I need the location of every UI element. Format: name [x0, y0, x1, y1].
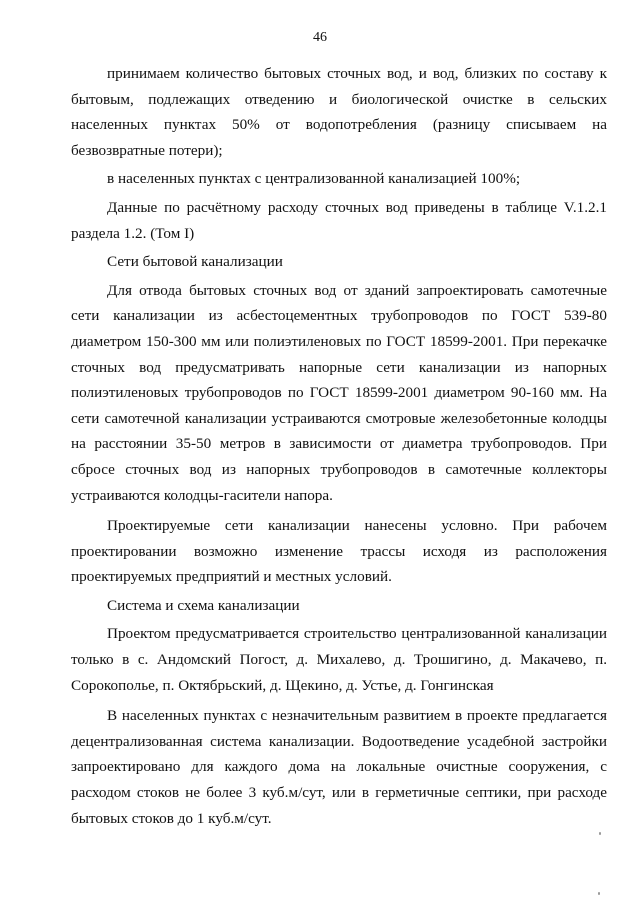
- paragraph-networks-conditional: Проектируемые сети канализации нанесены условно. При рабочем проектировании возможно изменение трассы исходя из расположения проектируемых предприятий и местных условий.: [71, 517, 607, 586]
- scan-speck: [598, 892, 600, 895]
- paragraph-wastewater-quantity: принимаем количество бытовых сточных вод, и вод, близких по составу к бытовым, подлежащих отведению и биологической очистке в сельских населенных пунктах 50% от водопотребления (разницу списываем на безвозвратные потери);: [71, 65, 607, 159]
- page-number: 46: [313, 30, 327, 45]
- paragraph-sewer-network-design: Для отвода бытовых сточных вод от зданий запроектировать самотечные сети канализации из асбестоцементных трубопроводов по ГОСТ 539-80 диаметром 150-300 мм или полиэтиленовых по ГОСТ 18599-2001. При перекачке сточных вод предусматривать напорные сети канализации из напорных полиэтиленовых трубопроводов по ГОСТ 18599-2001 диаметром 90-160 мм. На сети самотечной канализации устраиваются смотровые железобетонные колодцы на расстоянии 35-50 метров в зависимости от диаметра трубопроводов. При сбросе сточных вод из напорных трубопроводов в самотечные коллекторы устраиваются колодцы-гасители напора.: [71, 281, 607, 504]
- paragraph-calculated-flow-reference: Данные по расчётному расходу сточных вод приведены в таблице V.1.2.1 раздела 1.2. (Том I): [71, 198, 607, 242]
- section-heading-sewer-system: Система и схема канализации: [107, 596, 300, 614]
- section-heading-sewer-networks: Сети бытовой канализации: [107, 253, 283, 271]
- document-body: [71, 61, 607, 831]
- scan-speck: [599, 832, 601, 835]
- paragraph-centralized-settlements: в населенных пунктах с централизованной канализацией 100%;: [107, 170, 521, 188]
- paragraph-centralized-construction: Проектом предусматривается строительство централизованной канализации только в с. Андомский Погост, д. Михалево, д. Трошигино, д. Макачево, п. Сорокополье, п. Октябрьский, д. Щекино, д. Устье, д. Гонгинская: [71, 625, 607, 694]
- paragraph-decentralized-system: В населенных пунктах с незначительным развитием в проекте предлагается децентрализованная система канализации. Водоотведение усадебной застройки запроектировано для каждого дома на локальные очистные сооружения, с расходом стоков не более 3 куб.м/сут, или в герметичные септики, при расходе бытовых стоков до 1 куб.м/сут.: [71, 707, 607, 827]
